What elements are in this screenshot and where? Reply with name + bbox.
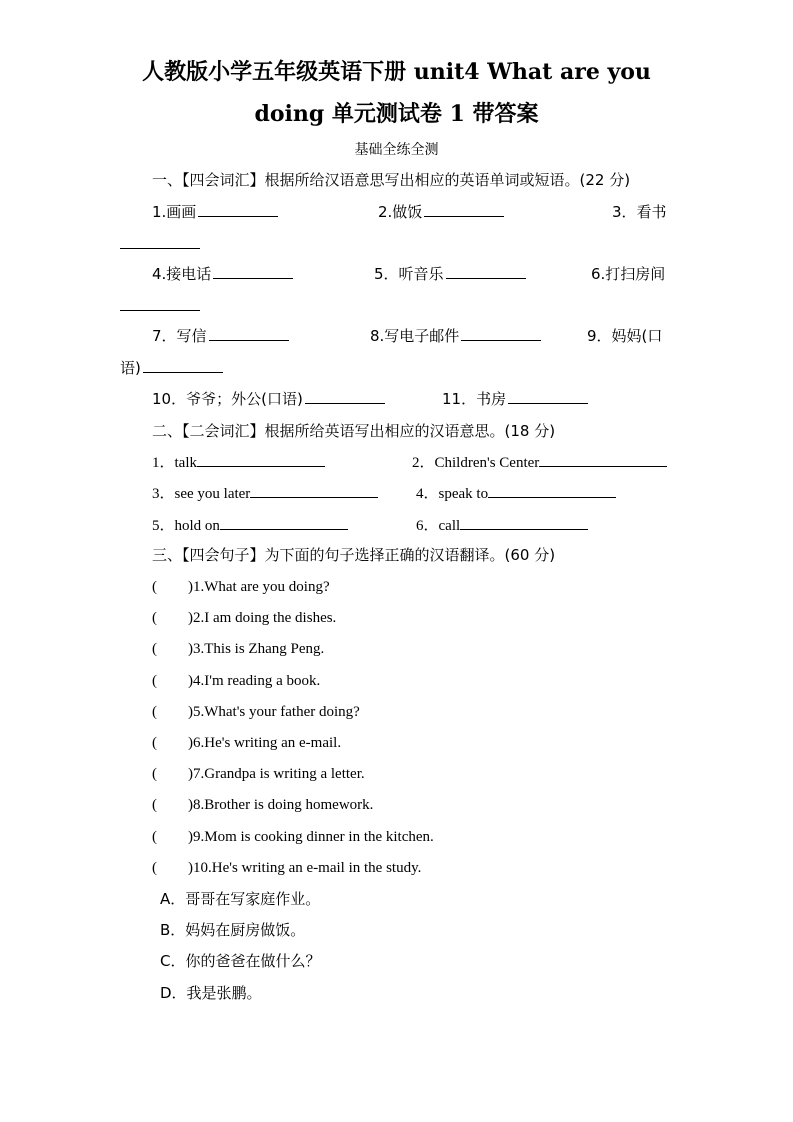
question-text: )2.I am doing the dishes. bbox=[188, 610, 337, 626]
page-title-line-2: doing 单元测试卷 1 带答案 bbox=[254, 101, 539, 127]
question-paren-open: ( bbox=[152, 735, 157, 751]
vocab-item-7: 7．写信 bbox=[152, 326, 289, 346]
translate-item-2: 2．Children's Center bbox=[412, 452, 667, 473]
vocab-item-8: 8.写电子邮件 bbox=[370, 326, 541, 346]
section-2-heading: 二、【二会词汇】根据所给英语写出相应的汉语意思。(18 分) bbox=[152, 422, 556, 440]
section-3-heading: 三、【四会句子】为下面的句子选择正确的汉语翻译。(60 分) bbox=[152, 546, 556, 564]
option-d: D．我是张鹏。 bbox=[160, 984, 262, 1002]
vocab-item-10: 10．爷爷；外公(口语) bbox=[152, 389, 385, 409]
vocab-item-6: 6.打扫房间 bbox=[591, 265, 666, 283]
question-paren-open: ( bbox=[152, 579, 157, 595]
vocab-item-9-cont: 语) bbox=[120, 358, 223, 378]
question-text: )5.What's your father doing? bbox=[188, 704, 360, 720]
page-subtitle: 基础全练全测 bbox=[354, 142, 439, 158]
question-text: )3.This is Zhang Peng. bbox=[188, 641, 325, 657]
question-text: )10.He's writing an e-mail in the study. bbox=[188, 860, 422, 876]
question-text: )8.Brother is doing homework. bbox=[188, 797, 374, 813]
option-b: B．妈妈在厨房做饭。 bbox=[160, 921, 306, 939]
question-paren-open: ( bbox=[152, 641, 157, 657]
vocab-item-3-blank bbox=[120, 248, 200, 249]
question-text: )4.I'm reading a book. bbox=[188, 673, 321, 689]
option-a: A．哥哥在写家庭作业。 bbox=[160, 890, 321, 908]
translate-item-4: 4．speak to bbox=[416, 483, 616, 504]
page-title-line-1: 人教版小学五年级英语下册 unit4 What are you bbox=[142, 59, 651, 85]
question-paren-open: ( bbox=[152, 610, 157, 626]
question-text: )9.Mom is cooking dinner in the kitchen. bbox=[188, 829, 434, 845]
translate-item-3: 3．see you later bbox=[152, 483, 378, 504]
question-paren-open: ( bbox=[152, 860, 157, 876]
question-paren-open: ( bbox=[152, 829, 157, 845]
question-text: )6.He's writing an e-mail. bbox=[188, 735, 342, 751]
vocab-item-4: 4.接电话 bbox=[152, 264, 293, 284]
translate-item-1: 1．talk bbox=[152, 452, 325, 473]
question-text: )1.What are you doing? bbox=[188, 579, 330, 595]
vocab-item-2: 2.做饭 bbox=[378, 202, 504, 222]
translate-item-5: 5．hold on bbox=[152, 515, 348, 536]
question-paren-open: ( bbox=[152, 673, 157, 689]
vocab-item-9: 9．妈妈(口 bbox=[587, 327, 663, 345]
vocab-item-5: 5．听音乐 bbox=[374, 264, 526, 284]
question-text: )7.Grandpa is writing a letter. bbox=[188, 766, 365, 782]
vocab-item-3: 3．看书 bbox=[612, 203, 667, 221]
question-paren-open: ( bbox=[152, 797, 157, 813]
vocab-item-11: 11．书房 bbox=[442, 389, 588, 409]
section-1-heading: 一、【四会词汇】根据所给汉语意思写出相应的英语单词或短语。(22 分) bbox=[152, 171, 631, 189]
vocab-item-6-blank bbox=[120, 310, 200, 311]
question-paren-open: ( bbox=[152, 766, 157, 782]
translate-item-6: 6．call bbox=[416, 515, 588, 536]
vocab-item-1: 1.画画 bbox=[152, 202, 278, 222]
question-paren-open: ( bbox=[152, 704, 157, 720]
option-c: C．你的爸爸在做什么？ bbox=[160, 952, 321, 970]
